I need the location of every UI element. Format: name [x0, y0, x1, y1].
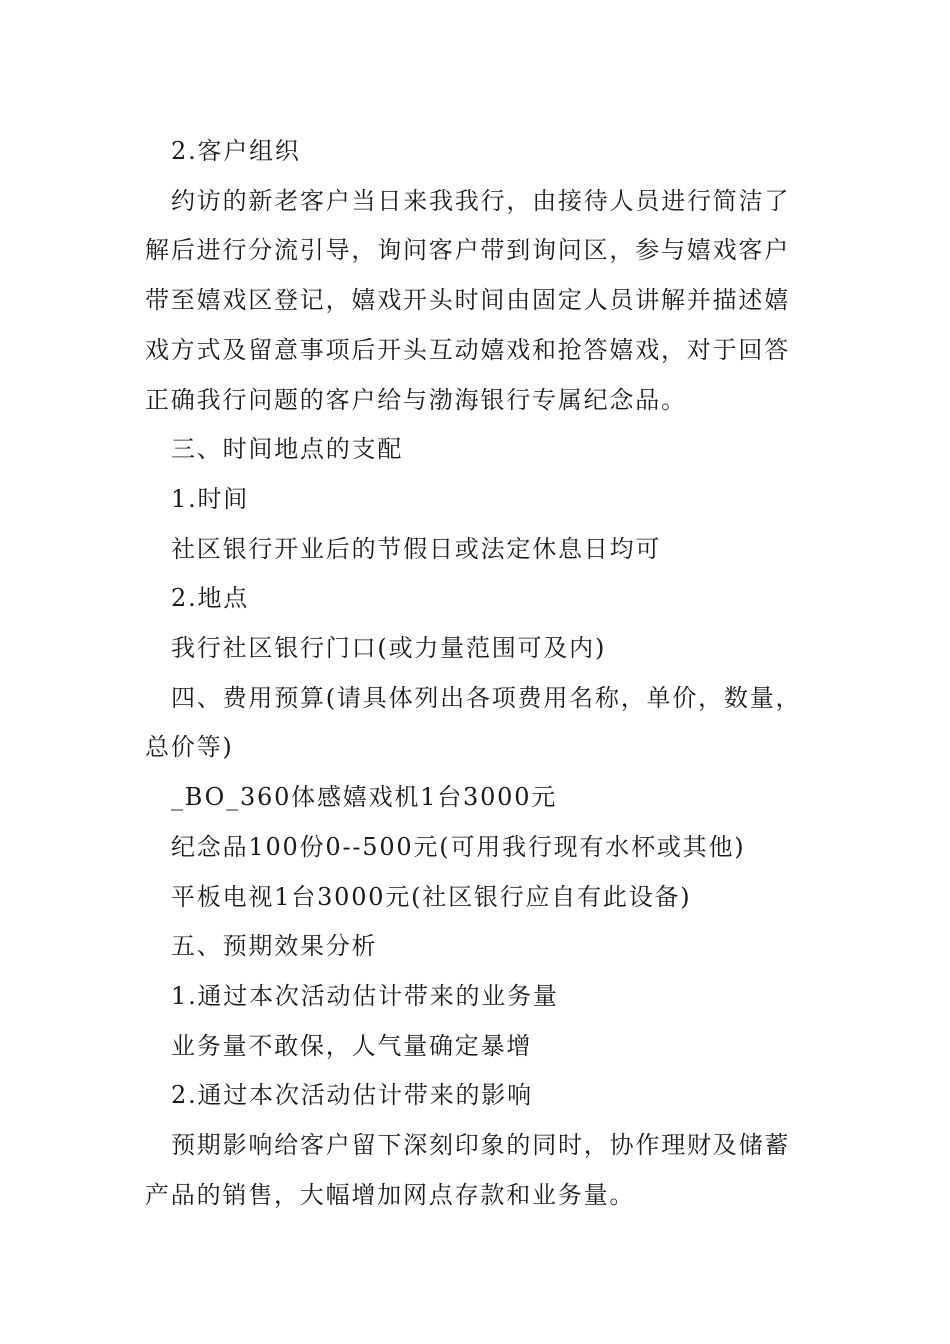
budget-item-tv: 平板电视1台3000元(社区银行应自有此设备)	[171, 882, 692, 911]
paragraph-customer-organization: 约访的新老客户当日来我我行，由接待人员进行简洁了解后进行分流引导，询问客户带到询问区，参与嬉戏客户带至嬉戏区登记，嬉戏开头时间由固定人员讲解并描述嬉戏方式及留意事项后开头互动嬉戏和抢答嬉戏，对于回答正确我行问题的客户给与渤海银行专属纪念品。	[145, 186, 791, 414]
paragraph-time: 社区银行开业后的节假日或法定休息日均可	[171, 534, 662, 563]
budget-item-game-console: _BO_360体感嬉戏机1台3000元	[171, 783, 558, 812]
paragraph-business-volume: 业务量不敢保，人气量确定暴增	[171, 1031, 533, 1060]
subheading-business-volume: 1.通过本次活动估计带来的业务量	[171, 981, 559, 1010]
paragraph-place: 我行社区银行门口(或力量范围可及内)	[171, 634, 607, 663]
section-heading-expected-effect: 五、预期效果分析	[171, 932, 378, 961]
budget-item-souvenirs: 纪念品100份0--500元(可用我行现有水杯或其他)	[171, 832, 746, 861]
paragraph-impact: 预期影响给客户留下深刻印象的同时，协作理财及储蓄产品的销售，大幅增加网点存款和业务量。	[145, 1131, 791, 1209]
subheading-place: 2.地点	[171, 584, 250, 613]
subheading-customer-organization: 2.客户组织	[171, 137, 301, 165]
document-body	[145, 127, 810, 1220]
section-heading-budget: 四、费用预算(请具体列出各项费用名称，单价，数量，总价等)	[145, 683, 802, 762]
section-heading-time-place: 三、时间地点的支配	[171, 435, 404, 464]
subheading-impact: 2.通过本次活动估计带来的影响	[171, 1081, 533, 1110]
subheading-time: 1.时间	[171, 484, 250, 513]
